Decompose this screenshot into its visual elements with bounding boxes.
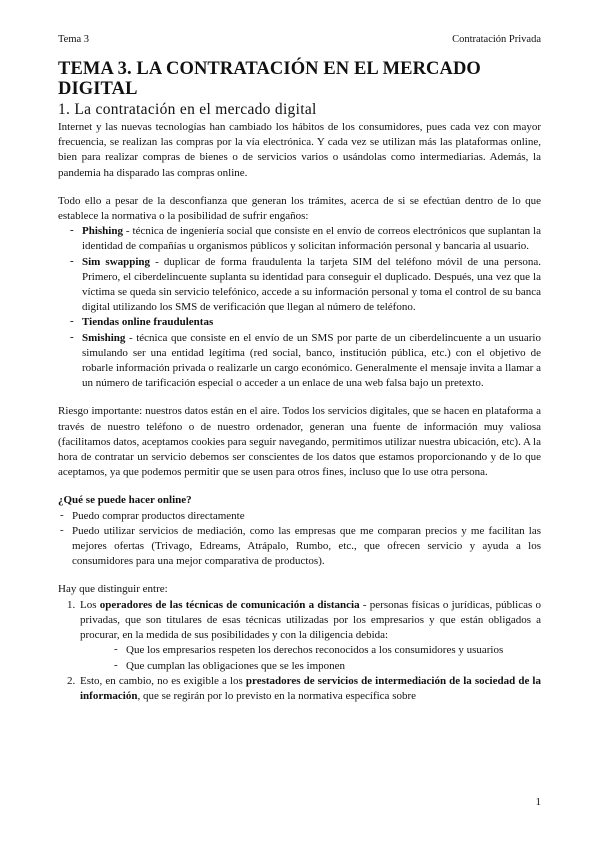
fraud-term: Phishing (82, 225, 123, 238)
item-text: Los (80, 598, 100, 611)
item-text: Esto, en cambio, no es exigible a los (80, 674, 246, 687)
distinguish-intro: Hay que distinguir entre: (58, 583, 168, 596)
list-item (82, 255, 541, 316)
fraud-term: Sim swapping (82, 255, 151, 268)
list-item (78, 674, 541, 704)
item-text: - personas físicas o jurídicas, públicas o privadas, que son titulares de esas técnicas utilizadas por los empresarios y que están obligados a procurar, en la medida de sus posibilidades y con la diligencia debida: (80, 598, 542, 642)
item-term: operadores de las técnicas de comunicación a distancia (99, 598, 360, 611)
item-term: prestadores de servicios de intermediación de la sociedad de la información (80, 674, 541, 702)
paragraph-distrust: Todo ello a pesar de la desconfianza que generan los trámites, acerca de si se efectúan dentro de lo que establece la normativa o la posibilidad de sufrir engaños: (58, 194, 541, 223)
sub-list (80, 643, 541, 673)
distinguish-list (58, 598, 541, 704)
document-title: TEMA 3. LA CONTRATACIÓN EN EL MERCADO DIGITAL (58, 59, 481, 99)
fraud-term: Smishing (82, 331, 126, 344)
fraud-description: - técnica que consiste en el envío de un SMS por parte de un ciberdelincuente a un usuario simulando ser una entidad legítima (red social, banco, institución pública, etc.) con el objetivo de robarle información privada o realizarle un cargo económico. Generalmente el mensaje invita a llamar a un número de tarificación especial o acceder a un enlace de una web falsa bajo un pretexto. (82, 331, 541, 390)
page-header (58, 34, 541, 48)
header-right: Contratación Privada (452, 34, 541, 45)
list-item: - Que los empresarios respeten los derechos reconocidos a los consumidores y usuarios (126, 643, 541, 658)
document-body (58, 56, 541, 704)
list-item: - Puedo comprar productos directamente (72, 509, 541, 524)
fraud-description: - duplicar de forma fraudulenta la tarjeta SIM del teléfono móvil de una persona. Primero, el ciberdelincuente suplanta su identidad para conseguir el duplicado. Después, una vez que la víctima se queda sin servicio telefónico, accede a su información personal y toma el control de su banca digital utilizando los SMS de verificación que llegan al número de teléfono. (82, 255, 541, 314)
list-item (82, 331, 541, 392)
paragraph-risk: Riesgo importante: nuestros datos están en el aire. Todos los servicios digitales, que se hacen en plataforma a través de nuestro teléfono o de nuestro ordenador, generan una fuente de información muy valiosa (facilitamos datos, aceptamos cookies para seguir navegando, permitimos utilizar nuestra ubicación, etc). A la hora de contratar un servicio debemos ser conscientes de los datos que estamos proporcionando y de lo que aceptamos, ya que podemos permitir que se usen para otros fines, incluso que lo use otra persona. (58, 405, 541, 479)
section-heading: 1. La contratación en el mercado digital (58, 101, 317, 118)
fraud-list (58, 224, 541, 391)
online-question: ¿Qué se puede hacer online? (58, 494, 192, 507)
page-number: 1 (535, 796, 541, 808)
fraud-term: Tiendas online fraudulentas (82, 316, 214, 329)
paragraph-intro: Internet y las nuevas tecnologías han cambiado los hábitos de los consumidores, pues cada vez con mayor frecuencia, se realizan las compras por la vía electrónica. Y cada vez se utilizan más las plataformas online, bien para realizar compras de bienes o de servicios varios o usándolas como intermediarias. Además, la pandemia ha disparado las compras online. (58, 121, 541, 179)
online-list (58, 509, 541, 570)
list-item (78, 598, 541, 674)
list-item (82, 224, 541, 254)
item-text: , que se regirán por lo previsto en la normativa específica sobre (137, 689, 417, 702)
list-item: - Que cumplan las obligaciones que se les imponen (126, 659, 541, 674)
list-item (82, 315, 541, 330)
header-left: Tema 3 (58, 34, 90, 45)
fraud-description: - técnica de ingeniería social que consiste en el envío de correos electrónicos que suplantan la identidad de compañías u organismos públicos y solicitan información personal y bancaria al usuario. (82, 225, 541, 253)
list-item: - Puedo utilizar servicios de mediación, como las empresas que me comparan precios y me facilitan las mejores ofertas (Trivago, Edreams, Atrápalo, Rumbo, etc., que ofrecen servicio y ayuda a los consumidores para una mejor comparativa de productos). (72, 524, 541, 570)
